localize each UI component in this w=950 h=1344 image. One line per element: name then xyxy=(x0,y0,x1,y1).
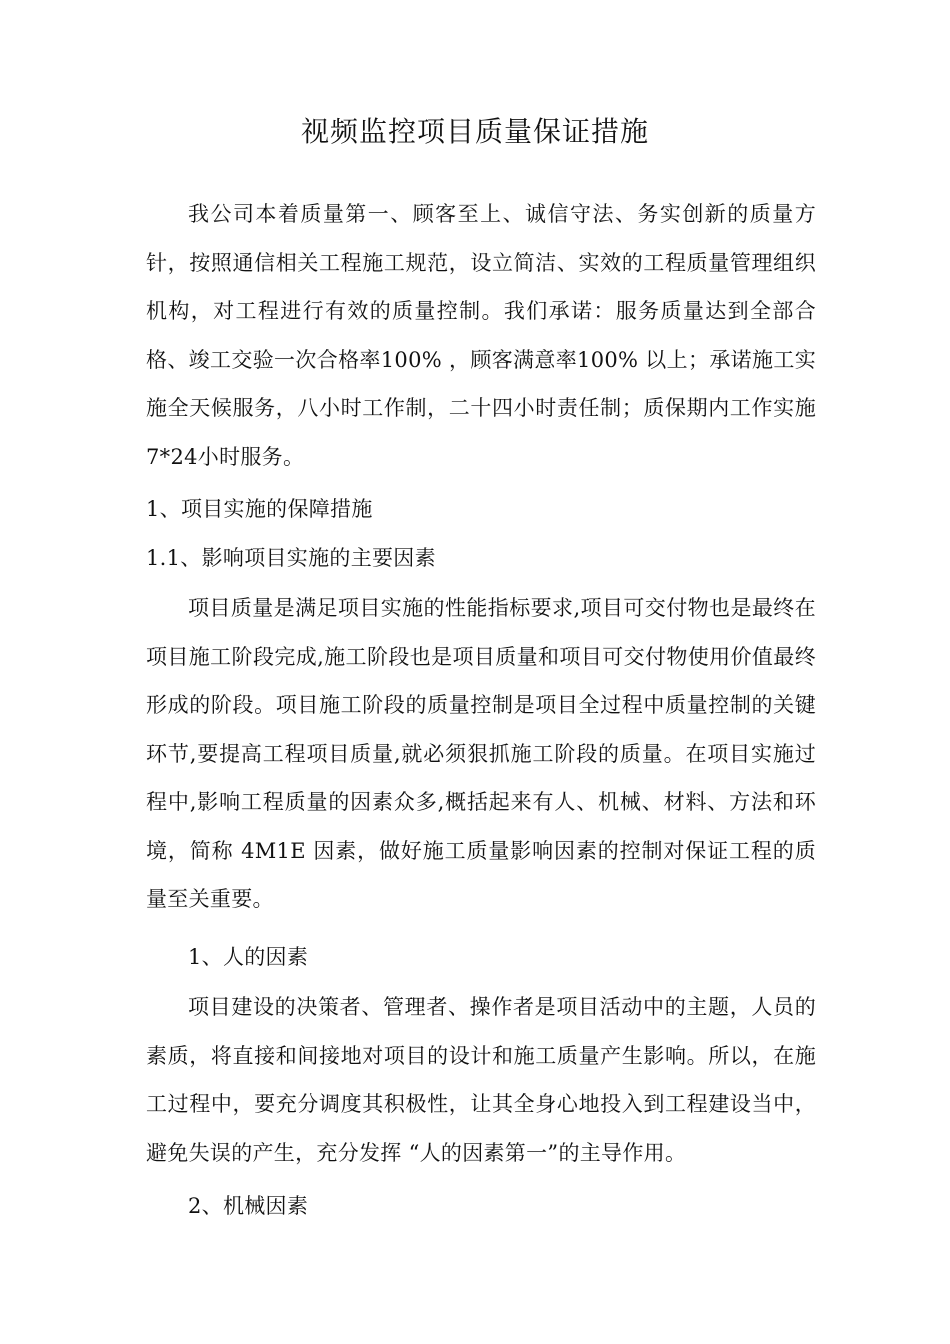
section-1-1-paragraph: 项目质量是满足项目实施的性能指标要求,项目可交付物也是最终在项目施工阶段完成,施工阶段也是项目质量和项目可交付物使用价值最终形成的阶段。项目施工阶段的质量控制是项目全过程中质量控制的关键环节,要提高工程项目质量,就必须狠抓施工阶段的质量。在项目实施过程中,影响工程质量的因素众多,概括起来有人、机械、材料、方法和环境，简称 4M1E 因素，做好施工质量影响因素的控制对保证工程的质量至关重要。 xyxy=(146,596,816,911)
section-1-heading: 1、项目实施的保障措施 xyxy=(146,497,373,521)
factor-1-heading: 1、人的因素 xyxy=(188,945,309,969)
factor-2-heading: 2、机械因素 xyxy=(188,1194,309,1218)
section-1-1-heading: 1.1、影响项目实施的主要因素 xyxy=(146,546,436,570)
intro-paragraph: 我公司本着质量第一、顾客至上、诚信守法、务实创新的质量方针，按照通信相关工程施工规范，设立简洁、实效的工程质量管理组织机构，对工程进行有效的质量控制。我们承诺：服务质量达到全部合格、竣工交验一次合格率100% ，顾客满意率100% 以上；承诺施工实施全天候服务，八小时工作制，二十四小时责任制；质保期内工作实施7*24小时服务。 xyxy=(146,202,816,469)
document-title: 视频监控项目质量保证措施 xyxy=(300,115,649,148)
factor-1-paragraph: 项目建设的决策者、管理者、操作者是项目活动中的主题，人员的素质，将直接和间接地对项目的设计和施工质量产生影响。所以，在施工过程中，要充分调度其积极性，让其全身心地投入到工程建设当中，避免失误的产生，充分发挥 “人的因素第一”的主导作用。 xyxy=(146,995,816,1165)
